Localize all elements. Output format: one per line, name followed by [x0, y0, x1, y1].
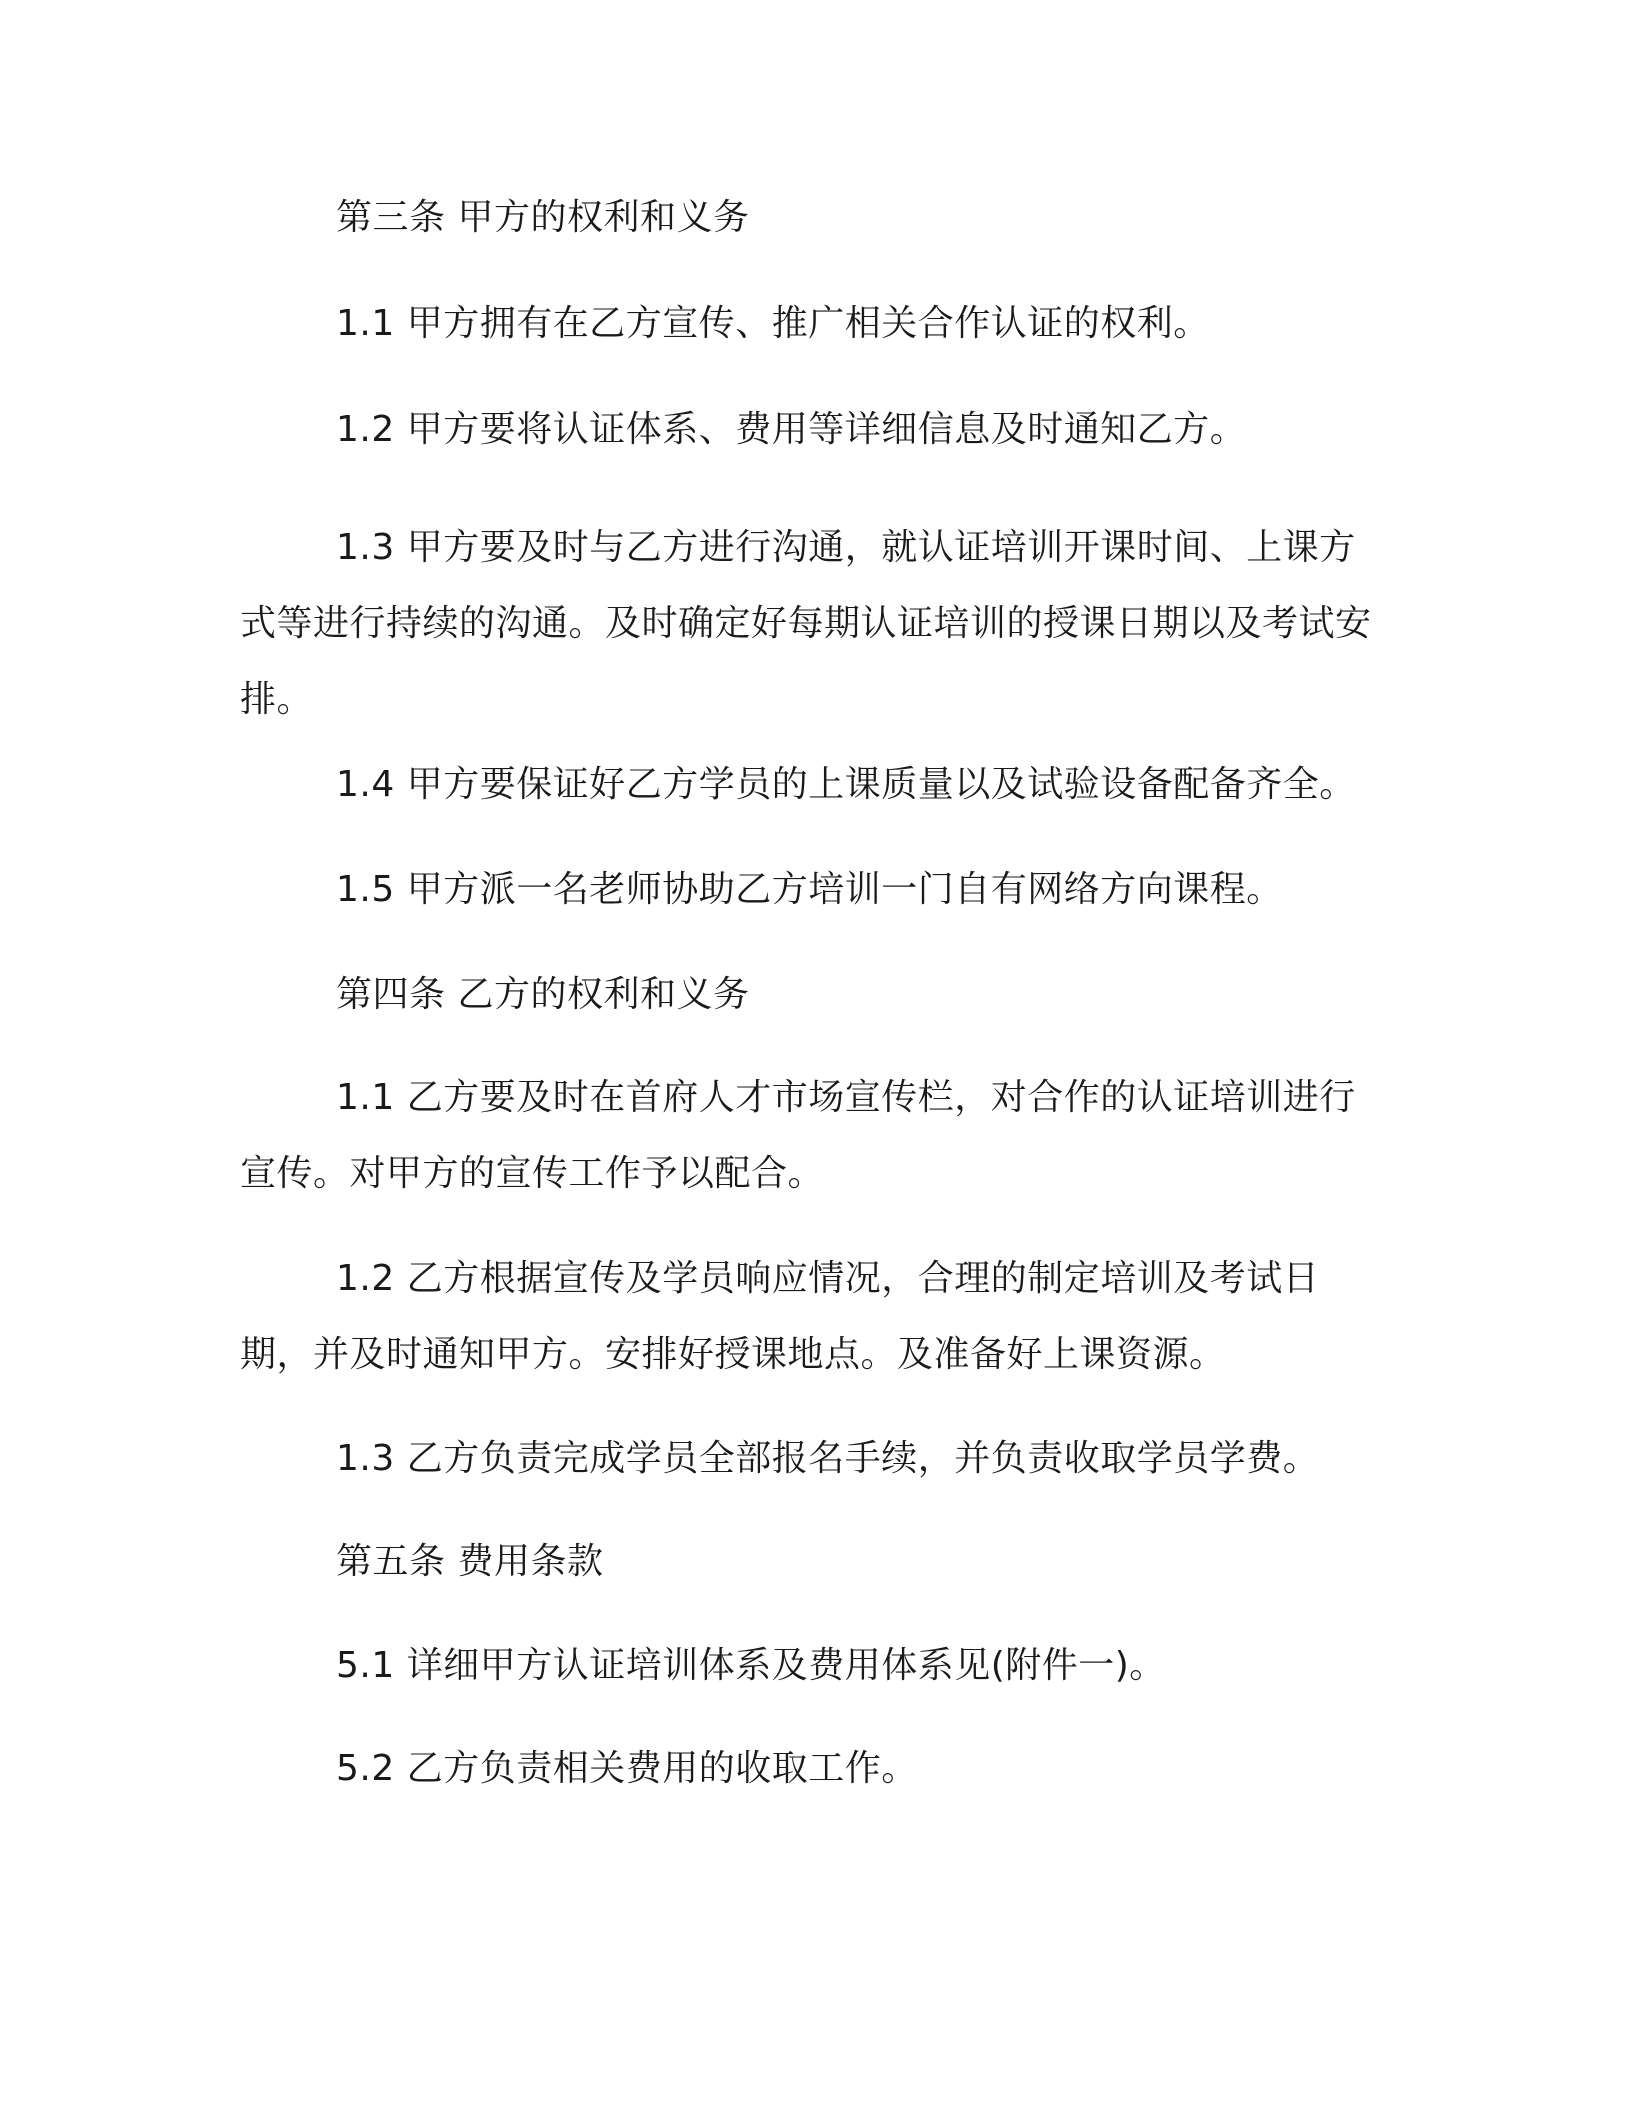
article-5-clause-5-1: 5.1 详细甲方认证培训体系及费用体系见(附件一)。	[336, 1645, 1166, 1686]
article-3-clause-1-3: 1.3 甲方要及时与乙方进行沟通，就认证培训开课时间、上课方式等进行持续的沟通。及时确定好每期认证培训的授课日期以及考试安排。	[240, 527, 1372, 720]
article-4-clause-1-2: 1.2 乙方根据宣传及学员响应情况，合理的制定培训及考试日期，并及时通知甲方。安排好授课地点。及准备好上课资源。	[240, 1258, 1320, 1375]
article-3-clause-1-4: 1.4 甲方要保证好乙方学员的上课质量以及试验设备配备齐全。	[336, 764, 1356, 805]
article-5-clause-5-2: 5.2 乙方负责相关费用的收取工作。	[336, 1748, 918, 1789]
article-3-clause-1-2: 1.2 甲方要将认证体系、费用等详细信息及时通知乙方。	[336, 409, 1247, 450]
article-4-clause-1-1: 1.1 乙方要及时在首府人才市场宣传栏，对合作的认证培训进行宣传。对甲方的宣传工作予以配合。	[240, 1077, 1356, 1194]
article-4-heading: 第四条 乙方的权利和义务	[336, 974, 750, 1015]
article-3-heading: 第三条 甲方的权利和义务	[336, 197, 750, 238]
article-5-heading: 第五条 费用条款	[336, 1541, 604, 1582]
article-3-clause-1-5: 1.5 甲方派一名老师协助乙方培训一门自有网络方向课程。	[336, 869, 1283, 910]
article-4-clause-1-3: 1.3 乙方负责完成学员全部报名手续，并负责收取学员学费。	[336, 1438, 1320, 1479]
article-3-clause-1-1: 1.1 甲方拥有在乙方宣传、推广相关合作认证的权利。	[336, 303, 1210, 344]
